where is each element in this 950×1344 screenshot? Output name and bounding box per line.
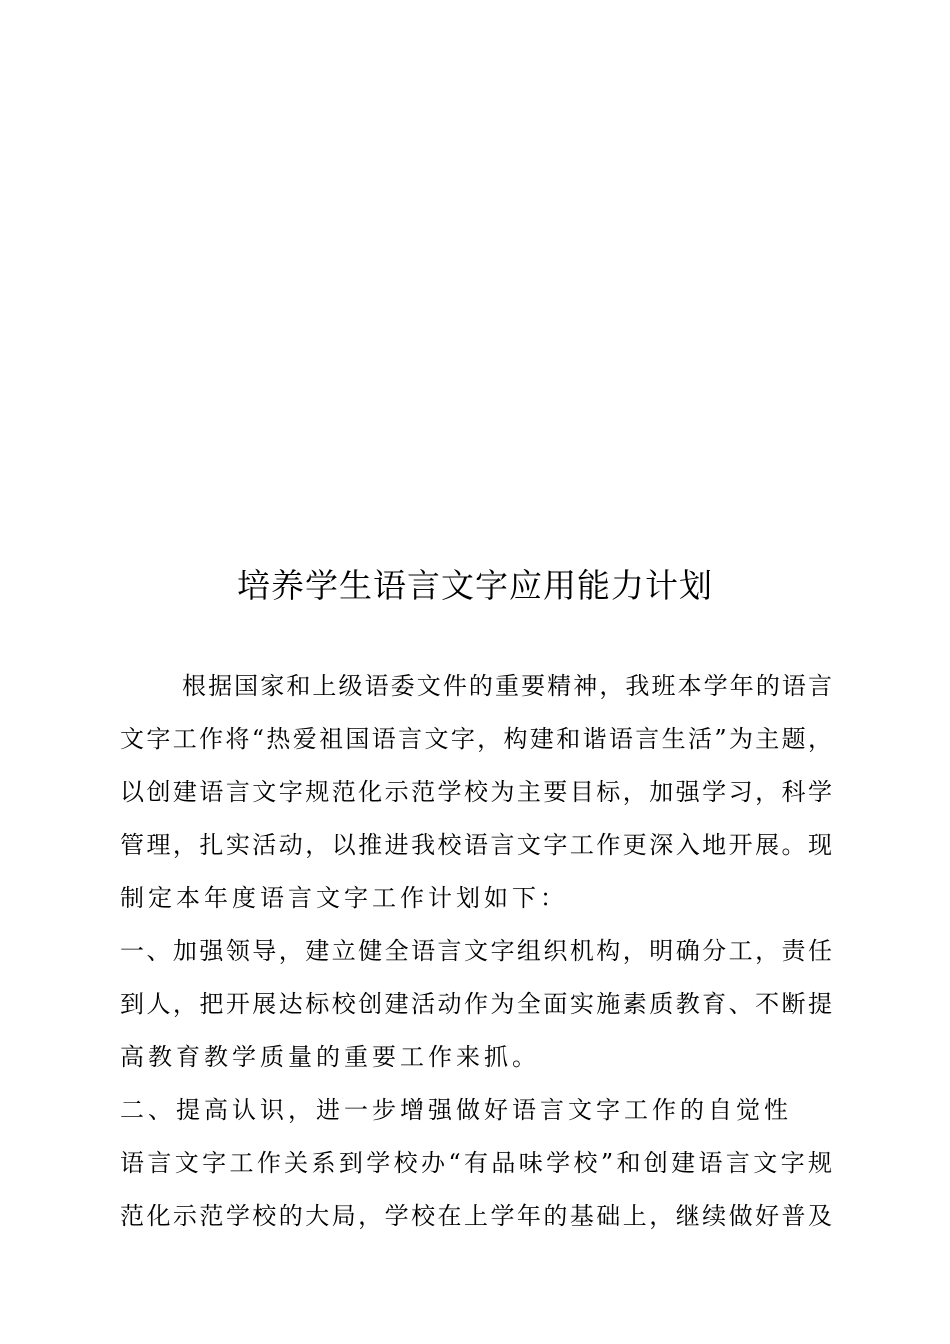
section-one-line: 到人，把开展达标校创建活动作为全面实施素质教育、不断提 <box>120 990 832 1018</box>
paragraph-line: 根据国家和上级语委文件的重要精神，我班本学年的语言 <box>182 672 832 700</box>
paragraph-line: 文字工作将“热爱祖国语言文字，构建和谐语言生活”为主题， <box>120 725 832 753</box>
section-two-line: 范化示范学校的大局，学校在上学年的基础上，继续做好普及 <box>120 1202 832 1230</box>
paragraph-line: 以创建语言文字规范化示范学校为主要目标，加强学习，科学 <box>120 778 832 806</box>
paragraph-line: 管理，扎实活动，以推进我校语言文字工作更深入地开展。现 <box>120 831 832 859</box>
document-title: 培养学生语言文字应用能力计划 <box>237 566 713 605</box>
section-one-line: 高教育教学质量的重要工作来抓。 <box>120 1043 540 1071</box>
section-one-line: 一、加强领导，建立健全语言文字组织机构，明确分工，责任 <box>120 937 832 965</box>
section-two-heading: 二、提高认识，进一步增强做好语言文字工作的自觉性 <box>120 1096 792 1124</box>
document-body <box>120 660 832 1243</box>
section-two-line: 语言文字工作关系到学校办“有品味学校”和创建语言文字规 <box>120 1149 832 1177</box>
paragraph-line: 制定本年度语言文字工作计划如下： <box>120 884 568 912</box>
